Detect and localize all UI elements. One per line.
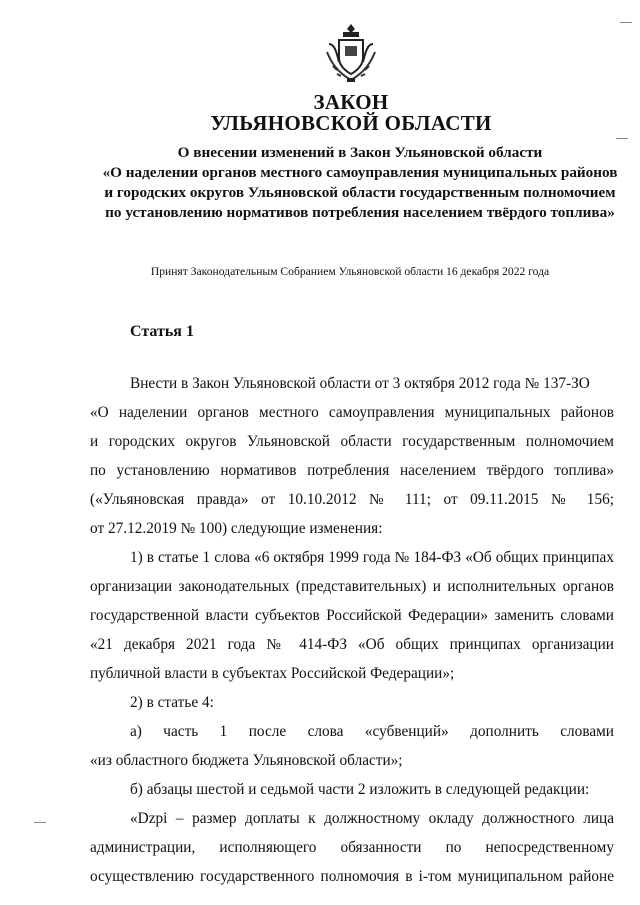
body-line: публичной власти в субъектах Российской Федерации»; xyxy=(90,665,455,682)
body-line: государственной власти субъектов Российской Федерации» заменить словами xyxy=(90,607,614,624)
body-line: «Dzpi – размер доплаты к должностному окладу должностного лица xyxy=(130,810,614,827)
body-line: 1) в статье 1 слова «6 октября 1999 года № 184-ФЗ «Об общих принципах xyxy=(130,549,614,566)
subject-line: О внесении изменений в Закон Ульяновской области xyxy=(177,144,543,161)
region-heading: УЛЬЯНОВСКОЙ ОБЛАСТИ xyxy=(210,111,492,135)
body-line: «21 декабря 2021 года № 414-ФЗ «Об общих принципах организации xyxy=(90,636,614,653)
body-line: организации законодательных (представительных) и исполнительных органов xyxy=(90,578,614,595)
law-subject-title xyxy=(90,143,630,223)
body-line: («Ульяновская правда» от 10.10.2012 № 111; от 09.11.2015 № 156; xyxy=(90,491,614,508)
body-line: и городских округов Ульяновской области государственным полномочием xyxy=(90,433,614,450)
body-line: от 27.12.2019 № 100) следующие изменения: xyxy=(90,520,383,537)
subject-line: по установлению нормативов потребления населением твёрдого топлива» xyxy=(105,204,615,221)
body-line: администрации, исполняющего обязанности по непосредственному xyxy=(90,839,614,856)
law-type-heading: ЗАКОН xyxy=(313,90,389,114)
body-line: Внести в Закон Ульяновской области от 3 октября 2012 года № 137-ЗО xyxy=(130,375,590,392)
body-line: б) абзацы шестой и седьмой части 2 изложить в следующей редакции: xyxy=(130,781,590,798)
scan-mark xyxy=(620,22,632,23)
body-line: а) часть 1 после слова «субвенций» дополнить словами xyxy=(130,723,614,740)
body-line: по установлению нормативов потребления населением твёрдого топлива» xyxy=(90,462,614,479)
article-body xyxy=(90,373,614,895)
body-line: «из областного бюджета Ульяновской области»; xyxy=(90,752,403,769)
article-title: Статья 1 xyxy=(130,323,194,340)
scan-mark xyxy=(616,138,628,139)
subject-line: и городских округов Ульяновской области государственным полномочием xyxy=(104,184,616,201)
body-line: 2) в статье 4: xyxy=(130,694,214,711)
scan-mark xyxy=(34,822,46,823)
subject-line: «О наделении органов местного самоуправления муниципальных районов xyxy=(102,164,618,181)
body-line: осуществлению государственного полномочия в i-том муниципальном районе xyxy=(90,868,614,885)
adoption-note: Принят Законодательным Собранием Ульяновской области 16 декабря 2022 года xyxy=(150,265,550,278)
body-line: «О наделении органов местного самоуправления муниципальных районов xyxy=(90,404,614,421)
coat-of-arms-icon xyxy=(325,22,377,84)
